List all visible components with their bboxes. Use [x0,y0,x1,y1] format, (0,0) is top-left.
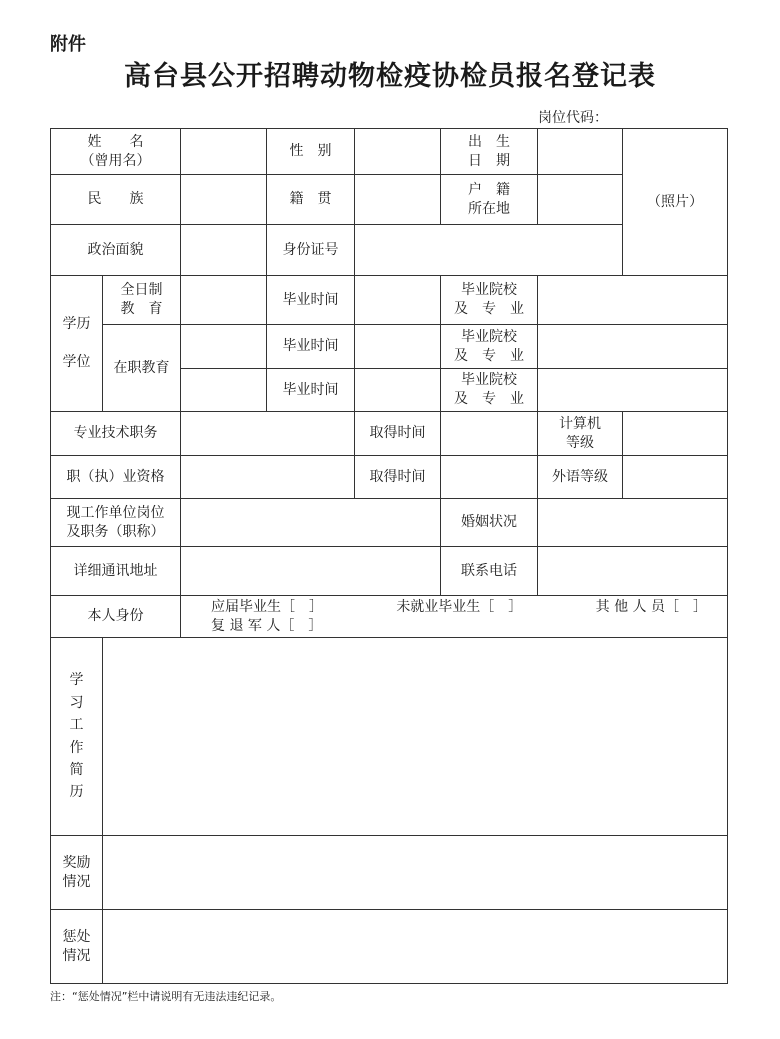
marital-status-field[interactable] [538,499,728,547]
veteran-option[interactable]: 复 退 军 人［ ］ [211,617,323,634]
ethnicity-label: 民 族 [51,175,181,225]
school-major-label: 毕业院校 及 专 业 [441,325,538,369]
fulltime-degree-field[interactable] [181,276,267,325]
qualification-field[interactable] [181,456,355,499]
computer-level-label: 计算机 等级 [538,412,623,456]
ethnicity-field[interactable] [181,175,267,225]
hukou-label: 户 籍 所在地 [441,175,538,225]
computer-level-field[interactable] [623,412,728,456]
foreign-language-field[interactable] [623,456,728,499]
education-degree-label: 学历 学位 [51,276,103,412]
awards-label: 奖励 情况 [51,836,103,910]
name-label: 姓 名 （曾用名） [51,129,181,175]
tech-title-field[interactable] [181,412,355,456]
address-label: 详细通讯地址 [51,547,181,596]
fulltime-education-label: 全日制 教 育 [103,276,181,325]
resume-field[interactable] [103,638,728,836]
identity-label: 本人身份 [51,596,181,638]
annex-label: 附件 [50,34,86,55]
id-number-label: 身份证号 [267,225,355,276]
footer-note: 注：“惩处情况”栏中请说明有无违法违纪记录。 [50,990,282,1003]
phone-field[interactable] [538,547,728,596]
hukou-field[interactable] [538,175,623,225]
gender-field[interactable] [355,129,441,175]
grad-time-label: 毕业时间 [267,276,355,325]
qualification-time-field[interactable] [441,456,538,499]
penalties-label: 惩处 情况 [51,910,103,984]
awards-field[interactable] [103,836,728,910]
others-option[interactable]: 其 他 人 员［ ］ [595,598,707,615]
school-major-label: 毕业院校 及 专 业 [441,369,538,412]
inservice-school-field-1[interactable] [538,325,728,369]
registration-form [50,128,728,984]
political-status-field[interactable] [181,225,267,276]
obtain-time-label: 取得时间 [355,412,441,456]
position-code-label: 岗位代码： [538,110,608,126]
grad-time-label: 毕业时间 [267,325,355,369]
inservice-school-field-2[interactable] [538,369,728,412]
marital-status-label: 婚姻状况 [441,499,538,547]
tech-title-label: 专业技术职务 [51,412,181,456]
photo-box[interactable]: （照片） [623,129,728,276]
penalties-field[interactable] [103,910,728,984]
inservice-degree-field-1[interactable] [181,325,267,369]
inservice-grad-time-field-1[interactable] [355,325,441,369]
inservice-education-label: 在职教育 [103,325,181,412]
name-field[interactable] [181,129,267,175]
address-field[interactable] [181,547,441,596]
form-title: 高台县公开招聘动物检疫协检员报名登记表 [124,61,656,92]
foreign-language-label: 外语等级 [538,456,623,499]
resume-label: 学习工作简历 [51,638,103,836]
tech-title-time-field[interactable] [441,412,538,456]
birth-date-field[interactable] [538,129,623,175]
native-place-label: 籍 贯 [267,175,355,225]
birth-date-label: 出 生 日 期 [441,129,538,175]
fresh-grad-option[interactable]: 应届毕业生［ ］ [211,598,323,615]
fulltime-grad-time-field[interactable] [355,276,441,325]
phone-label: 联系电话 [441,547,538,596]
qualification-label: 职（执）业资格 [51,456,181,499]
current-job-field[interactable] [181,499,441,547]
fulltime-school-field[interactable] [538,276,728,325]
unemployed-grad-option[interactable]: 未就业毕业生［ ］ [396,598,523,615]
inservice-grad-time-field-2[interactable] [355,369,441,412]
native-place-field[interactable] [355,175,441,225]
school-major-label: 毕业院校 及 专 业 [441,276,538,325]
obtain-time-label: 取得时间 [355,456,441,499]
political-status-label: 政治面貌 [51,225,181,276]
id-number-field[interactable] [355,225,623,276]
identity-options [181,596,728,638]
inservice-degree-field-2[interactable] [181,369,267,412]
current-job-label: 现工作单位岗位 及职务（职称） [51,499,181,547]
grad-time-label: 毕业时间 [267,369,355,412]
gender-label: 性 别 [267,129,355,175]
